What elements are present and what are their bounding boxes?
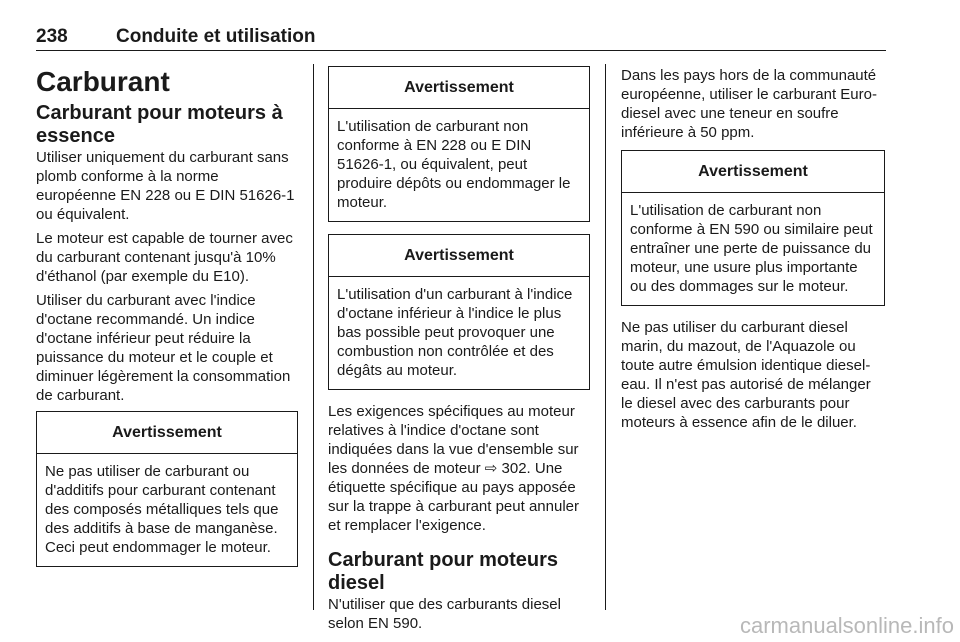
warning-text: L'utilisation de carburant non conforme à EN 228 ou E DIN 51626-1, ou équivalent, peut produire dépôts ou endommager le moteur. bbox=[337, 118, 571, 211]
column-divider bbox=[605, 64, 606, 610]
warning-title: Avertissement bbox=[329, 235, 589, 277]
page-header bbox=[36, 26, 886, 51]
warning-title: Avertissement bbox=[37, 412, 297, 454]
paragraph: Utiliser du carburant avec l'indice d'octane recommandé. Un indice d'octane inférieur peut réduire la puissance du moteur et le couple et diminuer légèrement la consommation de carburant. bbox=[36, 292, 291, 404]
paragraph: Le moteur est capable de tourner avec du carburant contenant jusqu'à 10% d'éthanol (par exemple du E10). bbox=[36, 230, 293, 285]
warning-title: Avertissement bbox=[329, 67, 589, 109]
section-title: Conduite et utilisation bbox=[116, 26, 316, 47]
paragraph: Utiliser uniquement du carburant sans plomb conforme à la norme européenne EN 228 ou E DIN 51626-1 ou équivalent. bbox=[36, 149, 295, 223]
paragraph: Dans les pays hors de la communauté européenne, utiliser le carburant Euro-diesel avec une teneur en soufre inférieure à 50 ppm. bbox=[621, 67, 877, 141]
column-2 bbox=[328, 66, 590, 638]
warning-box bbox=[36, 411, 298, 567]
warning-box bbox=[621, 150, 885, 306]
watermark-logo: carmanualsonline.info bbox=[739, 613, 954, 638]
warning-text: L'utilisation d'un carburant à l'indice d'octane inférieur à l'indice le plus bas possible peut provoquer une combustion non contrôlée et des dégâts au moteur. bbox=[337, 286, 573, 379]
subsection-title: Carburant pour moteurs à essence bbox=[36, 102, 283, 147]
column-1 bbox=[36, 66, 298, 579]
subsection-title: Carburant pour moteurs diesel bbox=[328, 549, 559, 594]
page-number: 238 bbox=[36, 26, 68, 47]
paragraph: Ne pas utiliser du carburant diesel marin, du mazout, de l'Aquazole ou toute autre émulsion identique diesel-eau. Il n'est pas autorisé de mélanger le diesel avec des carburants pour moteurs à essence afin de le diluer. bbox=[621, 319, 871, 431]
chapter-title: Carburant bbox=[36, 66, 170, 97]
warning-box bbox=[328, 66, 590, 222]
paragraph: N'utiliser que des carburants diesel selon EN 590. bbox=[328, 596, 561, 632]
column-3 bbox=[621, 66, 885, 437]
paragraph: Les exigences spécifiques au moteur relatives à l'indice d'octane sont indiquées dans la vue d'ensemble sur les données de moteur ⇨ 302. Une étiquette spécifique au pays apposée sur la trappe à carburant peut annuler et remplacer l'exigence. bbox=[328, 403, 579, 534]
warning-text: Ne pas utiliser de carburant ou d'additifs pour carburant contenant des composés métalliques tels que des additifs à base de manganèse. Ceci peut endommager le moteur. bbox=[45, 463, 279, 556]
column-divider bbox=[313, 64, 314, 610]
warning-title: Avertissement bbox=[622, 151, 884, 193]
warning-text: L'utilisation de carburant non conforme à EN 590 ou similaire peut entraîner une perte de puissance du moteur, une usure plus importante ou des dommages sur le moteur. bbox=[630, 202, 873, 295]
warning-box bbox=[328, 234, 590, 390]
